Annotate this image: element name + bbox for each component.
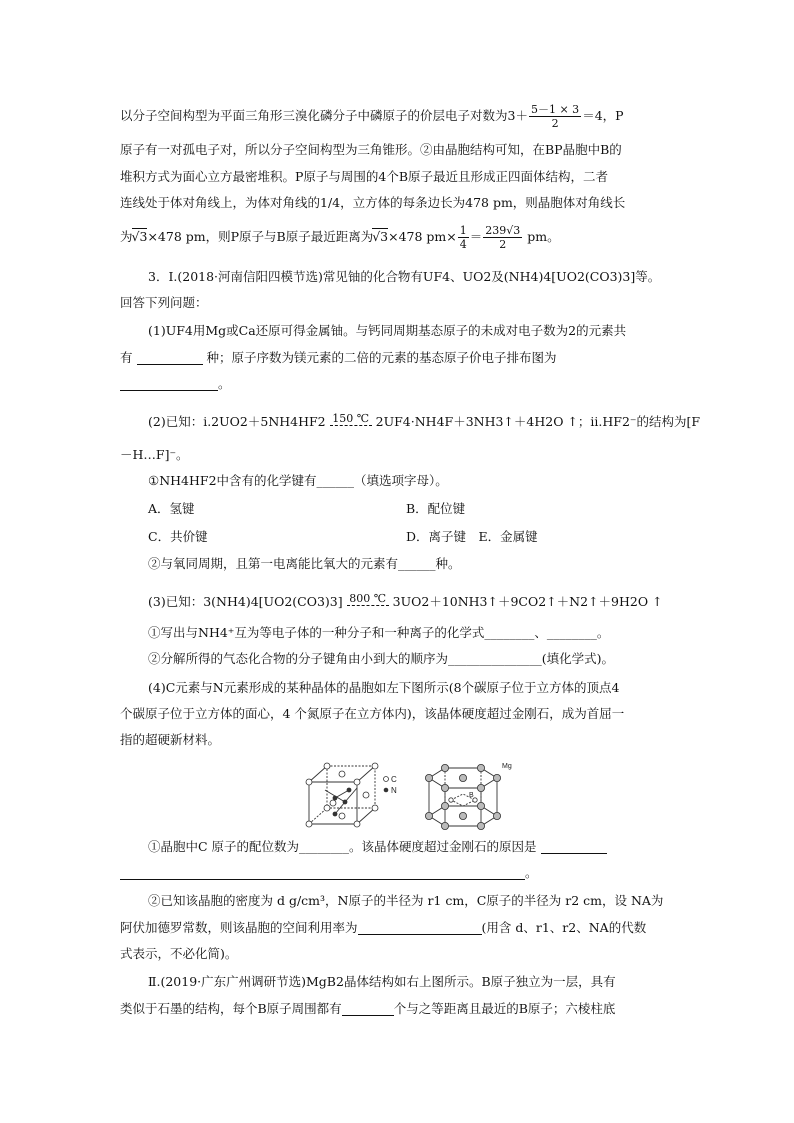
question-heading: 3．Ⅰ.(2018·河南信阳四模节选)常见铀的化合物有UF4、UO2及(NH4)4[UO2(CO3)3]等。 <box>148 269 661 284</box>
text-span: 种；原子序数为镁元素的二倍的元素的基态原子价电子排布图为 <box>206 350 557 365</box>
text-span: 3UO2＋10NH3↑＋9CO2↑＋N2↑＋9H2O ↑ <box>392 594 663 609</box>
text-line <box>120 375 680 393</box>
text-line: ②与氧同周期，且第一电离能比氧大的元素有______种。 <box>148 556 461 571</box>
text-span: (用含 d、r1、r2、NA的代数 <box>481 920 647 935</box>
text-line: 堆积方式为面心立方最密堆积。P原子与周围的4个B原子最近且形成正四面体结构，二者 <box>120 169 609 184</box>
text-span: (3)已知：3(NH4)4[UO2(CO3)3] <box>148 594 343 609</box>
option-d-e: D．离子键 E．金属键 <box>406 529 538 544</box>
text-span: pm。 <box>523 229 560 244</box>
text-span: 类似于石墨的结构，每个B原子周围都有 <box>120 1001 342 1016</box>
text-span: ×478 pm× <box>388 229 457 244</box>
label-mg: Mg <box>502 763 512 770</box>
text-span: 以分子空间构型为平面三角形三溴化磷分子中磷原子的价层电子对数为3＋ <box>120 108 528 123</box>
text-line: －H…F]⁻。 <box>120 447 189 462</box>
text-span: ①晶胞中C 原子的配位数为________。该晶体硬度超过金刚石的原因是 <box>148 839 537 854</box>
text-span: ＝ <box>469 229 483 244</box>
text-line: ①写出与NH4⁺互为等电子体的一种分子和一种离子的化学式________、________。 <box>148 625 610 640</box>
answer-blank[interactable] <box>120 377 218 391</box>
text-line: 个碳原子位于立方体的面心，4 个氮原子在立方体内)，该晶体硬度超过金刚石，成为首屈一 <box>120 706 625 721</box>
text-span: 。 <box>218 376 231 391</box>
text-line: (4)C元素与N元素形成的某种晶体的晶胞如左下图所示(8个碳原子位于立方体的顶点4 <box>148 680 620 695</box>
fraction-denominator: 2 <box>499 238 507 251</box>
answer-blank[interactable] <box>120 866 525 880</box>
fraction-numerator: 239√3 <box>485 224 521 237</box>
text-line: ①NH4HF2中含有的化学键有______（填选项字母）。 <box>148 473 448 488</box>
text-span: ×478 pm，则P原子与B原子最近距离为 <box>147 229 374 244</box>
text-span: 个与之等距离且最近的B原子；六棱柱底 <box>393 1001 616 1016</box>
legend-c: C <box>391 775 397 784</box>
text-line <box>148 838 708 856</box>
fraction <box>483 224 522 251</box>
text-span: 2UF4·NH4F＋3NH3↑＋4H2O ↑；ii.HF2⁻的结构为[F <box>375 414 701 429</box>
text-line <box>148 590 708 611</box>
text-line <box>120 224 680 251</box>
text-line <box>120 349 680 367</box>
option-b: B．配位键 <box>406 501 466 516</box>
text-span: (2)已知：i.2UO2＋5NH4HF2 <box>148 414 326 429</box>
text-line: 原子有一对孤电子对，所以分子空间构型为三角锥形。②由晶胞结构可知，在BP晶胞中B的 <box>120 142 622 157</box>
text-line <box>148 410 708 431</box>
answer-blank[interactable] <box>137 351 203 365</box>
answer-blank[interactable] <box>342 1002 394 1016</box>
text-line: Ⅱ.(2019·广东广州调研节选)MgB2晶体结构如右上图所示。B原子独立为一层，具有 <box>148 974 616 989</box>
fraction <box>529 103 581 130</box>
text-line: 指的超硬新材料。 <box>120 732 221 747</box>
answer-blank[interactable] <box>541 840 607 854</box>
text-line: ②已知该晶胞的密度为 d g/cm³，N原子的半径为 r1 cm，C原子的半径为 r2 cm，设 NA为 <box>148 893 664 908</box>
text-line: 式表示，不必化简)。 <box>120 946 238 961</box>
sqrt3-expr: √3 <box>131 229 148 244</box>
text-span: 有 <box>120 350 133 365</box>
mg-atoms <box>425 764 500 829</box>
text-line <box>120 1000 680 1018</box>
fraction <box>458 224 469 251</box>
fraction-numerator: 5－1 × 3 <box>530 103 580 116</box>
text-line: 连线处于体对角线上，为体对角线的1/4，立方体的每条边长为478 pm，则晶胞体对角线长 <box>120 195 626 210</box>
text-line: (1)UF4用Mg或Ca还原可得金属铀。与钙同周期基态原子的未成对电子数为2的元素共 <box>148 323 627 338</box>
answer-blank[interactable] <box>358 921 482 935</box>
reaction-condition: 150 ℃ <box>326 410 376 428</box>
crystal-figure <box>305 760 520 834</box>
sqrt3-expr: √3 <box>372 229 389 244</box>
legend-n: N <box>391 786 397 795</box>
text-span: 。 <box>525 865 538 880</box>
text-line <box>120 103 680 130</box>
text-span: 阿伏加德罗常数，则该晶胞的空间利用率为 <box>120 920 358 935</box>
reaction-condition: 800 ℃ <box>343 590 393 608</box>
fraction-numerator: 1 <box>459 224 467 237</box>
option-c: C．共价键 <box>148 529 208 544</box>
option-a: A．氢键 <box>148 501 195 516</box>
text-line <box>120 919 680 937</box>
fraction-denominator: 2 <box>551 117 559 130</box>
text-line: 回答下列问题： <box>120 295 208 310</box>
carbon-legend-icon <box>384 777 389 782</box>
crystal-structure-diagrams <box>305 760 520 830</box>
text-span: ＝4，P <box>582 108 624 123</box>
label-b: B <box>469 792 474 799</box>
text-line <box>120 864 680 882</box>
fraction-denominator: 4 <box>459 238 467 251</box>
nitrogen-legend-icon <box>384 788 389 793</box>
text-line: ②分解所得的气态化合物的分子键角由小到大的顺序为_______________(填化学式)。 <box>148 651 615 666</box>
text-span: 为 <box>120 229 133 244</box>
